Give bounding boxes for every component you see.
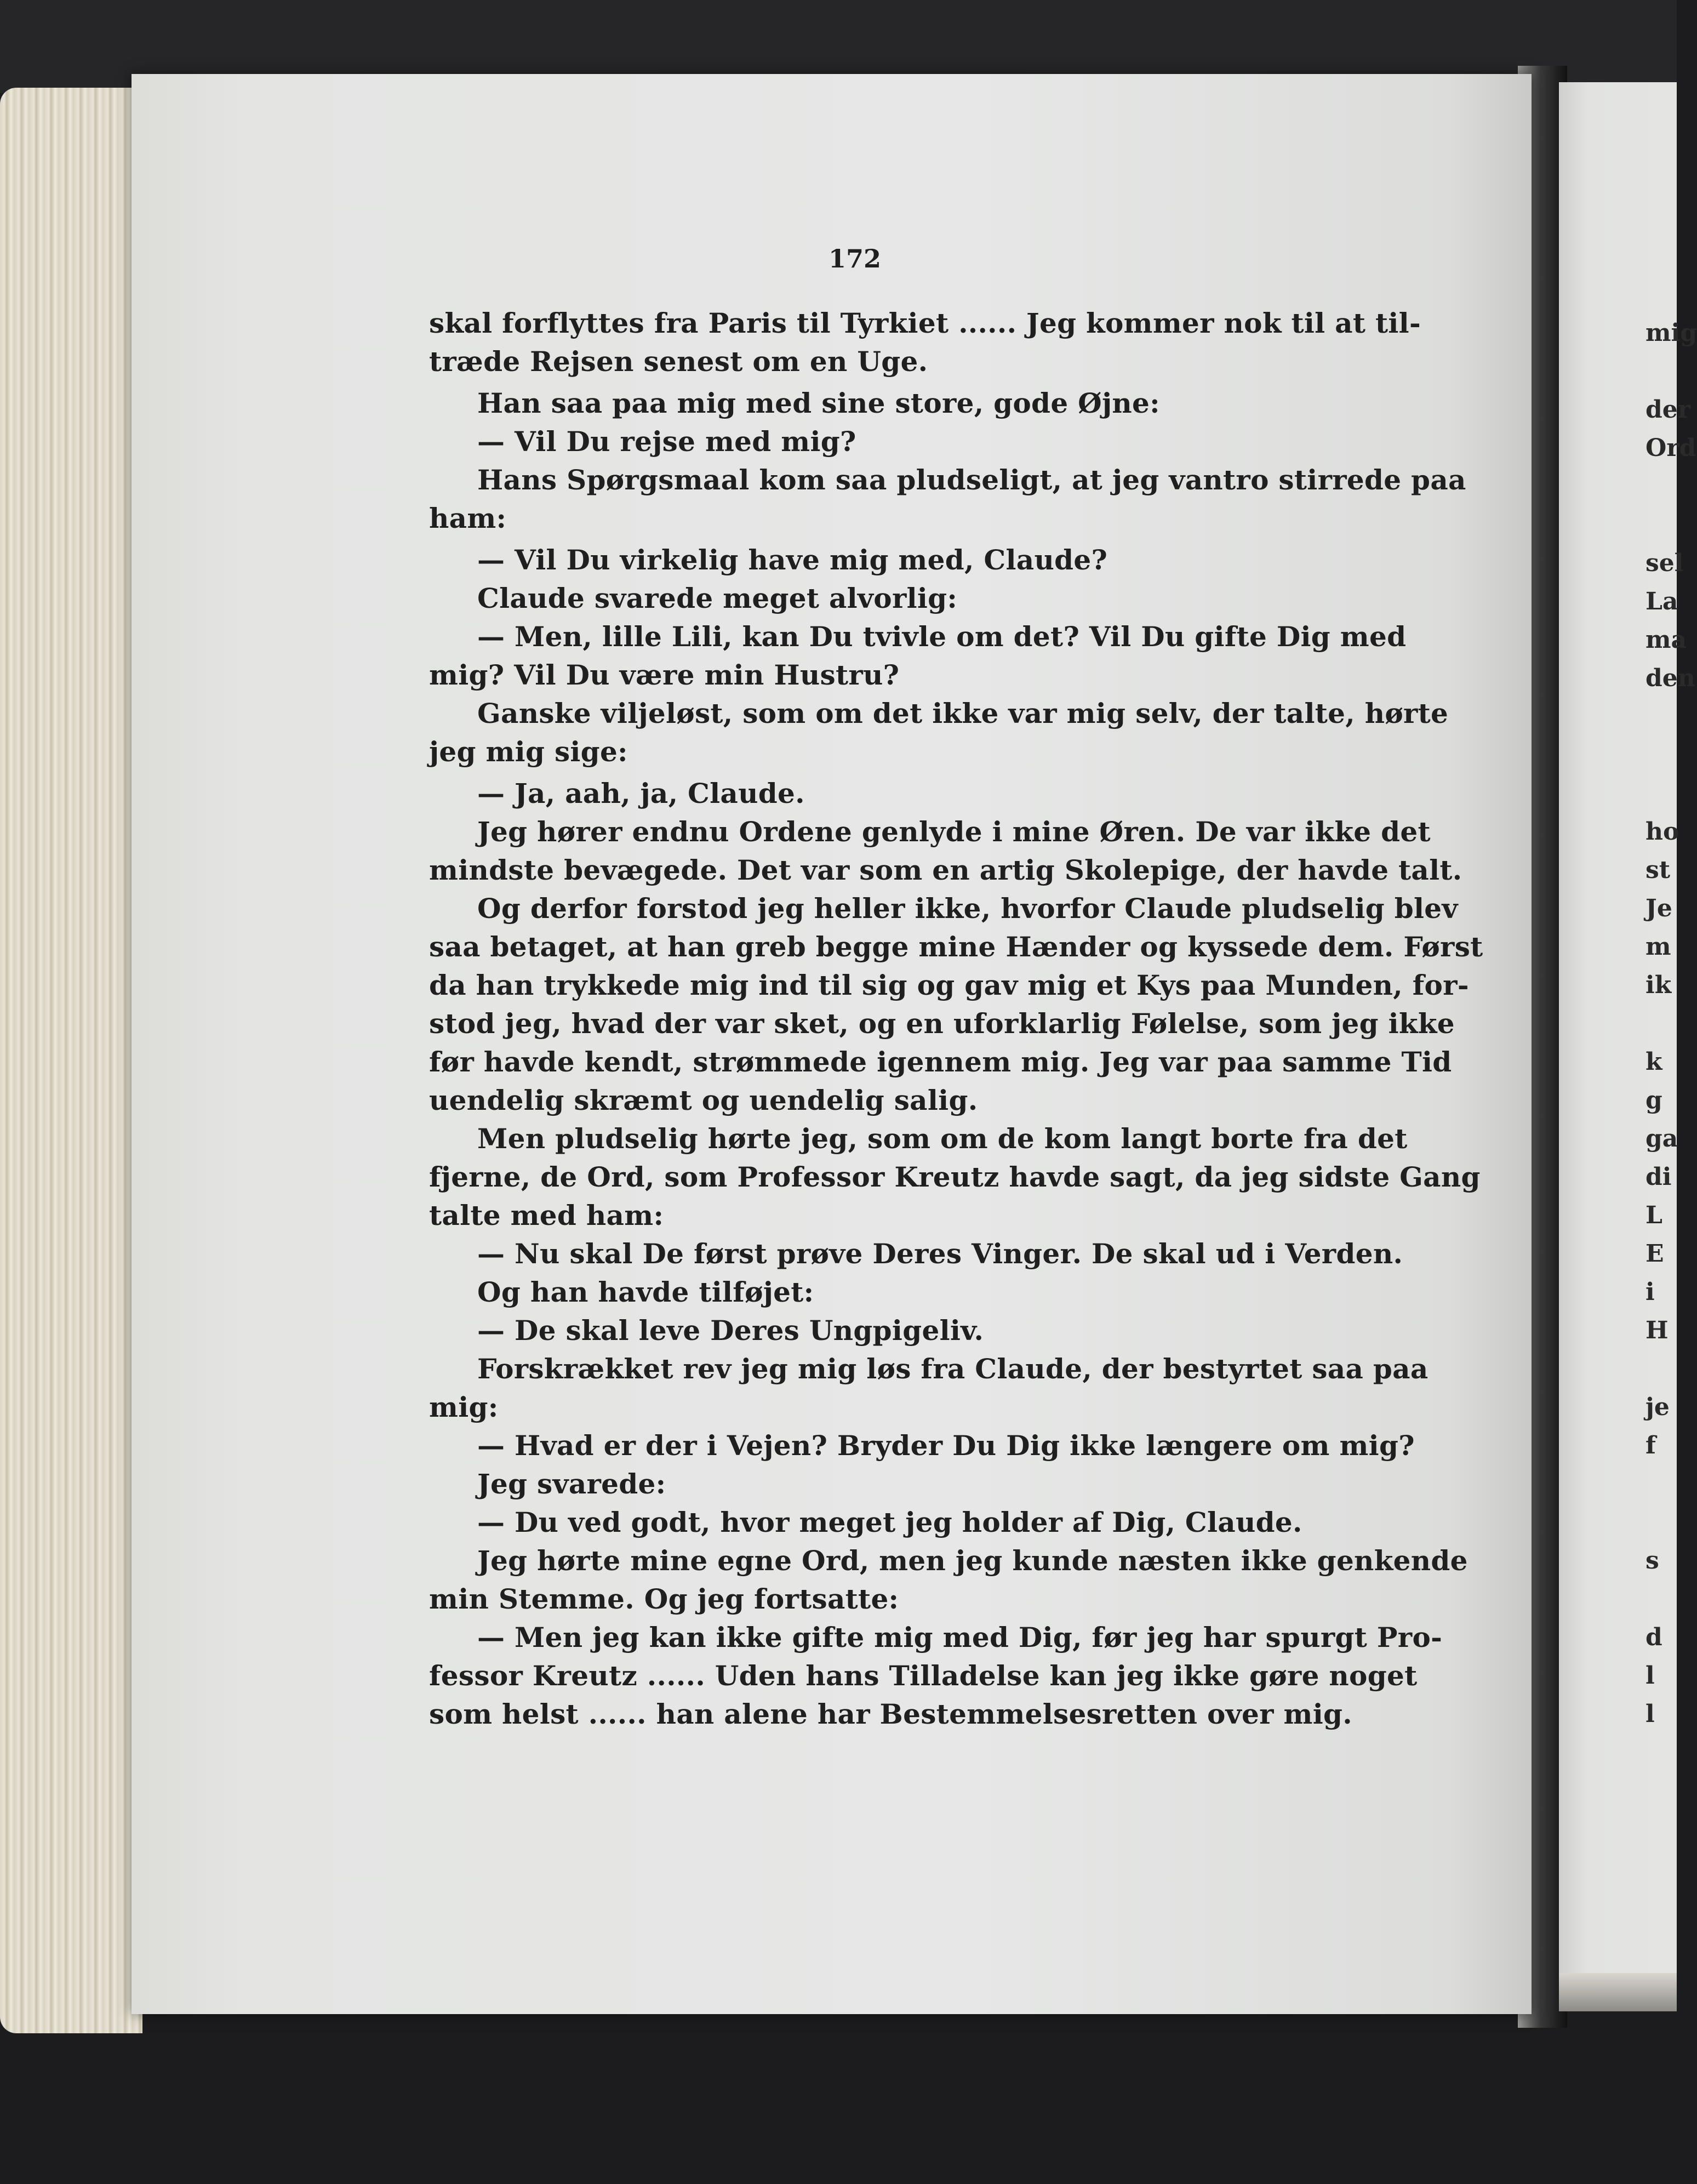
- text-line: — Nu skal De først prøve Deres Vinger. De skal ud i Verden.: [477, 1238, 1403, 1270]
- facing-fragment: st: [1645, 856, 1671, 884]
- text-line: — Hvad er der i Vejen? Bryder Du Dig ikke længere om mig?: [477, 1429, 1415, 1462]
- text-line: saa betaget, at han greb begge mine Hænder og kyssede dem. Først: [429, 931, 1483, 963]
- facing-fragment: den: [1645, 664, 1695, 692]
- facing-fragment: m: [1645, 933, 1671, 961]
- page-edges: [0, 88, 142, 2033]
- text-line: Jeg hørte mine egne Ord, men jeg kunde næsten ikke genkende: [477, 1544, 1468, 1577]
- text-line: — Men, lille Lili, kan Du tvivle om det? Vil Du gifte Dig med: [477, 620, 1407, 653]
- text-line: Og derfor forstod jeg heller ikke, hvorfor Claude pludselig blev: [477, 892, 1458, 925]
- text-line: skal forflyttes fra Paris til Tyrkiet ...... Jeg kommer nok til at til-: [429, 307, 1421, 339]
- facing-fragment: je: [1645, 1393, 1670, 1421]
- facing-fragment: ho: [1645, 818, 1679, 846]
- text-line: Jeg svarede:: [477, 1468, 666, 1500]
- text-line: — Vil Du virkelig have mig med, Claude?: [477, 544, 1108, 576]
- text-line: stod jeg, hvad der var sket, og en uforklarlig Følelse, som jeg ikke: [429, 1007, 1455, 1040]
- text-line: træde Rejsen senest om en Uge.: [429, 345, 928, 378]
- text-line: — Du ved godt, hvor meget jeg holder af Dig, Claude.: [477, 1506, 1302, 1538]
- text-line: Jeg hører endnu Ordene genlyde i mine Øren. De var ikke det: [477, 816, 1431, 848]
- facing-fragment: L: [1645, 1201, 1662, 1229]
- facing-fragment: mig: [1645, 319, 1697, 347]
- text-line: uendelig skræmt og uendelig salig.: [429, 1084, 978, 1116]
- text-line: Claude svarede meget alvorlig:: [477, 582, 958, 614]
- text-line: Ganske viljeløst, som om det ikke var mig selv, der talte, hørte: [477, 697, 1449, 729]
- facing-page-text: [1645, 0, 1697, 2184]
- page-text: [429, 304, 1483, 1733]
- text-line: Han saa paa mig med sine store, gode Øjne:: [477, 387, 1160, 419]
- facing-fragment: di: [1645, 1163, 1672, 1191]
- text-line: jeg mig sige:: [429, 735, 628, 768]
- text-line: Forskrækket rev jeg mig løs fra Claude, der bestyrtet saa paa: [477, 1353, 1429, 1385]
- text-line: før havde kendt, strømmede igennem mig. Jeg var paa samme Tid: [429, 1046, 1452, 1078]
- facing-fragment: l: [1645, 1662, 1655, 1690]
- facing-fragment: ga: [1645, 1125, 1678, 1153]
- text-line: Men pludselig hørte jeg, som om de kom langt borte fra det: [477, 1122, 1408, 1155]
- page-number: 172: [828, 244, 882, 273]
- text-line: da han trykkede mig ind til sig og gav mig et Kys paa Munden, for-: [429, 969, 1469, 1001]
- facing-fragment: k: [1645, 1048, 1662, 1076]
- facing-fragment: i: [1645, 1278, 1655, 1306]
- text-line: fjerne, de Ord, som Professor Kreutz havde sagt, da jeg sidste Gang: [429, 1161, 1481, 1193]
- text-line: Hans Spørgsmaal kom saa pludseligt, at jeg vantro stirrede paa: [477, 464, 1466, 496]
- text-line: som helst ...... han alene har Bestemmelsesretten over mig.: [429, 1698, 1352, 1730]
- facing-fragment: g: [1645, 1086, 1662, 1114]
- facing-fragment: sel: [1645, 549, 1684, 577]
- facing-fragment: E: [1645, 1240, 1664, 1268]
- text-line: min Stemme. Og jeg fortsatte:: [429, 1583, 899, 1615]
- facing-fragment: der: [1645, 396, 1690, 424]
- facing-fragment: H: [1645, 1316, 1669, 1344]
- facing-fragment: La: [1645, 588, 1678, 615]
- text-line: ham:: [429, 502, 507, 534]
- facing-fragment: l: [1645, 1700, 1655, 1728]
- text-line: Og han havde tilføjet:: [477, 1276, 814, 1308]
- text-line: — Men jeg kan ikke gifte mig med Dig, før jeg har spurgt Pro-: [477, 1621, 1443, 1653]
- facing-fragment: Je: [1645, 894, 1672, 922]
- text-line: fessor Kreutz ...... Uden hans Tilladelse kan jeg ikke gøre noget: [429, 1660, 1418, 1692]
- text-line: mig:: [429, 1391, 499, 1423]
- text-line: — Vil Du rejse med mig?: [477, 425, 856, 458]
- text-line: talte med ham:: [429, 1199, 664, 1231]
- text-line: — De skal leve Deres Ungpigeliv.: [477, 1314, 984, 1347]
- text-line: mindste bevægede. Det var som en artig Skolepige, der havde talt.: [429, 854, 1462, 886]
- facing-fragment: Ord: [1645, 434, 1696, 462]
- facing-fragment: ik: [1645, 971, 1672, 999]
- facing-fragment: ma: [1645, 626, 1687, 654]
- text-line: mig? Vil Du være min Hustru?: [429, 659, 900, 691]
- facing-fragment: f: [1645, 1432, 1656, 1459]
- text-line: — Ja, aah, ja, Claude.: [477, 777, 805, 809]
- facing-fragment: s: [1645, 1547, 1659, 1575]
- facing-fragment: d: [1645, 1623, 1662, 1651]
